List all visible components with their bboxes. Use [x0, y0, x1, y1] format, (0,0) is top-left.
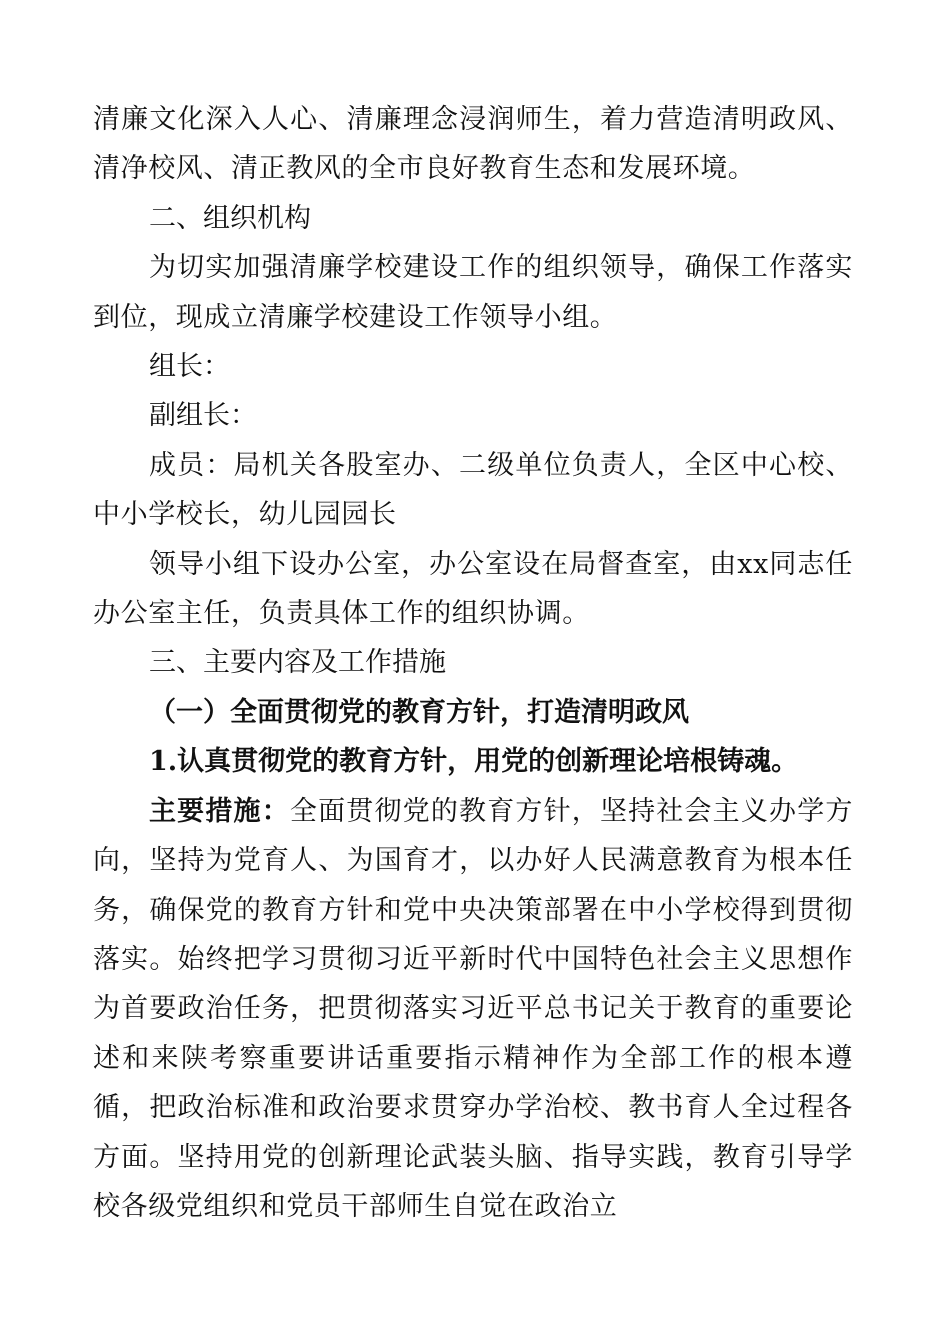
office-paragraph: 领导小组下设办公室，办公室设在局督查室，由xx同志任办公室主任，负责具体工作的组织协调。 [93, 548, 853, 630]
subheading-party-education: （一）全面贯彻党的教育方针，打造清明政风 [149, 696, 689, 728]
organization-paragraph: 为切实加强清廉学校建设工作的组织领导，确保工作落实到位，现成立清廉学校建设工作领导小组。 [93, 252, 853, 333]
members-line: 成员：局机关各股室办、二级单位负责人，全区中心校、中小学校长，幼儿园园长 [93, 449, 853, 531]
section-heading-organization: 二、组织机构 [149, 202, 311, 234]
item-1-heading: 1.认真贯彻党的教育方针，用党的创新理论培根铸魂。 [149, 746, 799, 778]
section-heading-main-content: 三、主要内容及工作措施 [149, 647, 446, 679]
measures-paragraph [93, 787, 853, 1232]
measures-text: 全面贯彻党的教育方针，坚持社会主义办学方向，坚持为党育人、为国育才，以办好人民满意教育为根本任务，确保党的教育方针和党中央决策部署在中小学校得到贯彻落实。始终把学习贯彻习近平新时代中国特色社会主义思想作为首要政治任务，把贯彻落实习近平总书记关于教育的重要论述和来陕考察重要讲话重要指示精神作为全部工作的根本遵循，把政治标准和政治要求贯穿办学治校、教书育人全过程各方面。坚持用党的创新理论武装头脑、指导实践，教育引导学校各级党组织和党员干部师生自觉在政治立 [93, 795, 854, 1222]
measures-label: 主要措施： [149, 795, 290, 827]
intro-continuation-paragraph: 清廉文化深入人心、清廉理念浸润师生，着力营造清明政风、清净校风、清正教风的全市良好教育生态和发展环境。 [93, 104, 853, 185]
vice-leader-line: 副组长： [149, 400, 257, 432]
document-body [93, 95, 853, 1231]
leader-line: 组长： [149, 351, 230, 383]
